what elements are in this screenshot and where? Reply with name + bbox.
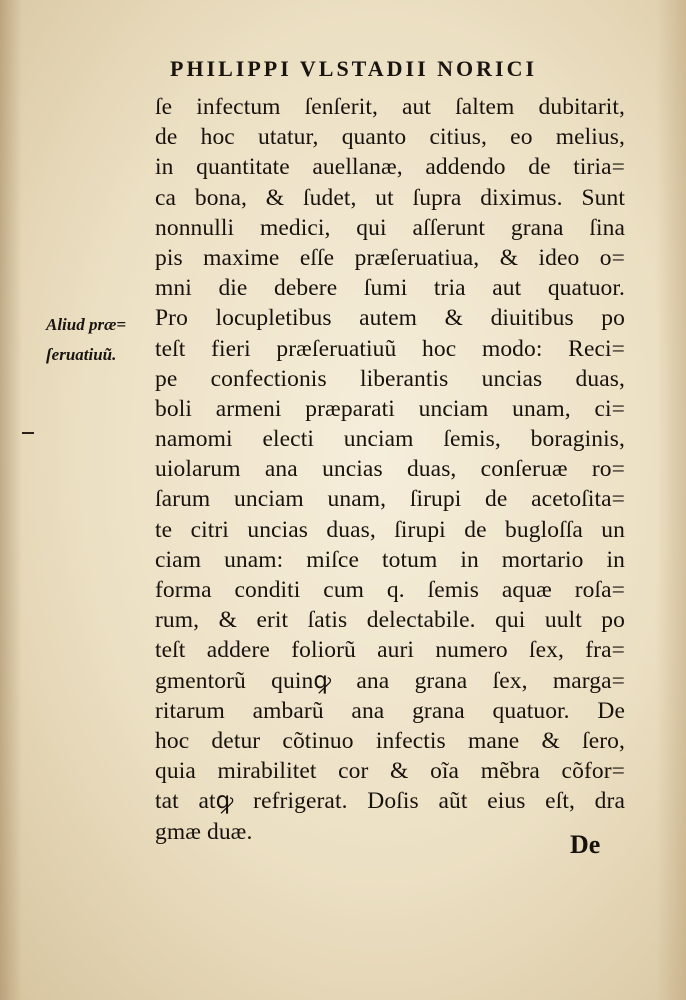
body-text bbox=[155, 92, 625, 847]
text-line: boli armeni præparati unciam unam, ci= bbox=[155, 395, 625, 422]
running-head: PHILIPPI VLSTADII NORICI bbox=[170, 56, 538, 81]
text-line: ca bona, & ſudet, ut ſupra diximus. Sunt bbox=[155, 184, 625, 211]
text-line: gmentorũ quinꝙ ana grana ſex, marga= bbox=[155, 667, 625, 694]
text-line: quia mirabilitet cor & oĩa mẽbra cõfor= bbox=[155, 758, 625, 785]
text-line: ſarum unciam unam, ſirupi de acetoſita= bbox=[155, 486, 625, 513]
text-line: gmæ duæ. bbox=[155, 818, 253, 845]
text-line: ſe infectum ſenſerit, aut ſaltem dubitarit, bbox=[155, 94, 625, 120]
text-line: hoc detur cõtinuo infectis mane & ſero, bbox=[155, 727, 625, 754]
catchword: De bbox=[570, 830, 601, 859]
text-line: teſt fieri præſeruatiuũ hoc modo: Reci= bbox=[155, 335, 625, 362]
text-line: rum, & erit ſatis delectabile. qui uult po bbox=[155, 607, 625, 634]
text-line: ciam unam: miſce totum in mortario in bbox=[155, 546, 625, 573]
text-line: mni die debere ſumi tria aut quatuor. bbox=[155, 275, 625, 302]
text-line: de hoc utatur, quanto citius, eo melius, bbox=[155, 124, 625, 151]
text-line: pis maxime eſſe præſeruatiua, & ideo o= bbox=[155, 244, 625, 271]
marginal-note-line: ſeruatiuũ. bbox=[46, 345, 117, 364]
text-line: uiolarum ana uncias duas, conſeruæ ro= bbox=[155, 456, 625, 483]
text-line: forma conditi cum q. ſemis aquæ roſa= bbox=[155, 577, 625, 603]
text-line: Pro locupletibus autem & diuitibus po bbox=[155, 305, 625, 332]
margin-mark bbox=[22, 432, 34, 434]
text-line: tat atꝙ refrigerat. Doſis aũt eius eſt, dra bbox=[155, 788, 625, 815]
marginal-note-line: Aliud præ= bbox=[46, 315, 127, 334]
text-line: pe confectionis liberantis uncias duas, bbox=[155, 365, 625, 392]
text-line: te citri uncias duas, ſirupi de bugloſſa un bbox=[155, 516, 625, 543]
text-line: nonnulli medici, qui aſſerunt grana ſina bbox=[155, 214, 625, 241]
marginal-note bbox=[46, 310, 156, 370]
text-line: namomi electi unciam ſemis, boraginis, bbox=[155, 426, 625, 453]
text-line: teſt addere foliorũ auri numero ſex, fra= bbox=[155, 637, 625, 664]
text-line: ritarum ambarũ ana grana quatuor. De bbox=[155, 697, 625, 724]
text-line: in quantitate auellanæ, addendo de tiria= bbox=[155, 154, 625, 181]
